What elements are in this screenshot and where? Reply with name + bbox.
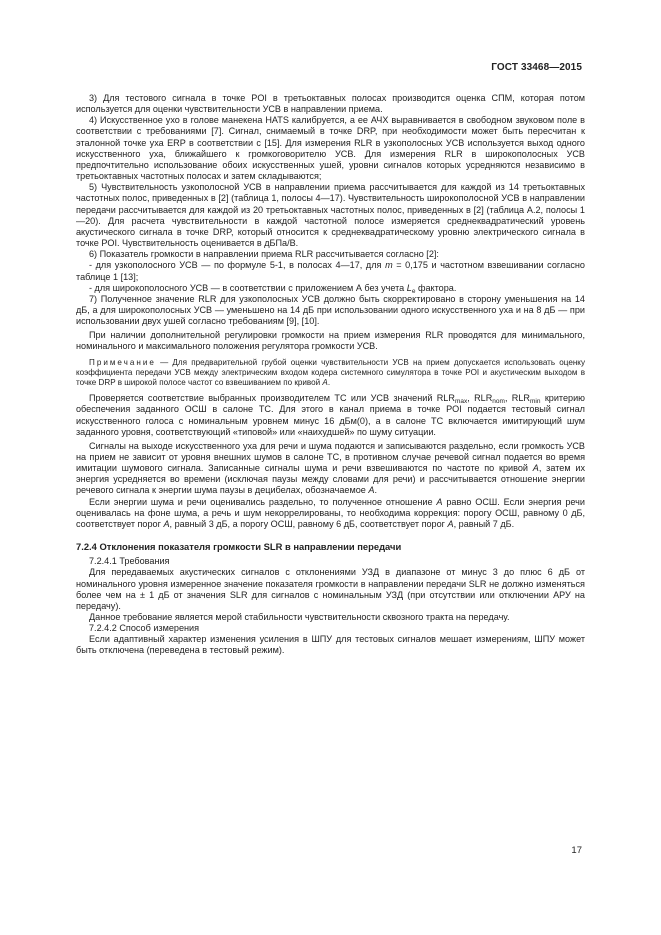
text-run: Сигналы на выходе искусственного уха для речи и шума подаются и записываются раздельно, если громкость УСВ на прием не зависит от уровня внешних шумов в салоне ТС, в противном случае речевой сигнал подается во время имитации шумового сигнала. Записанные сигналы шума и речи взвешиваются по частоте по кривой [76,440,585,474]
paragraph-rlr-check [76,393,585,438]
text-run: - для широкополосного УСВ — в соответствии с приложением А без учета [89,282,407,293]
text-run: равно ОСШ. Если энергия речи оценивалась на фоне шума, а речь и шум некоррелированы, то необходима коррекция: порогу ОСШ, равному 0 дБ, соответствует порог [76,496,585,529]
math-subscript: min [530,398,541,406]
note-block [76,358,585,389]
list-item-wideband [76,283,585,294]
text-run: , RLR [504,393,530,404]
section-heading-7-2-4: 7.2.4 Отклонения показателя громкости SLR в направлении передачи [76,541,402,553]
paragraph-volume-control: При наличии дополнительной регулировки громкости на прием измерения RLR проводятся для минимального, номинального и максимального положения регулятора громкости УСВ. [76,330,585,352]
text-run: Проверяется соответствие выбранных производителем ТС или УСВ значений RLR [89,393,455,404]
math-subscript: nom [492,398,505,406]
text-run: = 0,175 и частотном взвешивании согласно таблице 1 [13]; [76,260,585,282]
document-body [76,93,585,657]
paragraph-step-6: 6) Показатель громкости в направлении приема RLR рассчитывается согласно [2]: [89,249,439,260]
document-header-standard: ГОСТ 33468—2015 [491,62,582,73]
text-run: . [374,485,377,496]
text-run: . [327,378,331,387]
paragraph-step-4: 4) Искусственное ухо в голове манекена HATS калибруется, а ее АЧХ выравнивается в свободном звуковом поле в соответствии с требованиями [7]. Сигнал, снимаемый в точке DRP, при необходимости может быть пересчитан к эталонной точке уха ERP в соответствии с [15]. Для измерения RLR в узкополосных УСВ используется выход одного искусственного уха, ближайшего к громкоговорителю УСВ. Для измерения RLR в широкополосных УСВ предпочтительно использование обоих искусственных ушей, уровни сигналов которых усредняются независимо в третьоктавных частотных полосах и затем складываются; [76,115,585,182]
math-variable: m [385,260,393,271]
math-subscript: e [411,287,416,295]
subsection-heading-7-2-4-2: 7.2.4.2 Способ измерения [89,623,200,634]
math-variable: А [436,496,443,507]
text-run: , затем их энергия усредняется во времени (исключая паузы между словами для речи) и рассчитывается отношение энергии речевого сигнала к энергии шума паузы в децибелах, обозначаемое [76,463,585,496]
paragraph-signal-recording [76,441,585,497]
text-run: фактора. [415,282,457,293]
math-variable: А [532,463,539,474]
note-label: Примечание [89,357,156,367]
math-variable: L [406,282,412,293]
math-variable: А [368,485,375,496]
text-run: - для узкополосного УСВ — по формуле 5-1, в полосах 4—17, для [89,260,386,271]
paragraph-stability: Данное требование является мерой стабильности чувствительности сквозного тракта на передачу. [89,612,510,623]
text-run: Если энергии шума и речи оценивались раздельно, то полученное отношение [89,496,437,507]
paragraph-snr-correction [76,497,585,530]
note-text: — Для предварительной грубой оценки чувствительности УСВ на прием допускается использовать оценку коэффициента передачи УСВ между электрическим входом кодера системного симулятора в точке POI и акустическим выходом в точке DRP в широкой полосе частот со взвешиванием по кривой [76,357,585,387]
math-variable: А [163,518,170,529]
subsection-heading-7-2-4-1: 7.2.4.1 Требования [89,556,170,567]
text-run: критерию обеспечения заданного ОСШ в салоне ТС. Для этого в канал приема в точке POI подается тестовый сигнал искусственного голоса с номинальным уровнем минус 16 дБм(0), а в салоне ТС включается имитирующий шум заданного уровня, соответствующий «типовой» или «наихудшей» по шуму ситуации. [76,393,586,437]
text-run: , равный 7 дБ. [453,518,515,529]
paragraph-measurement-method: Если адаптивный характер изменения усиления в ШПУ для тестовых сигналов мешает измерениям, ШПУ может быть отключена (переведена в тестовый режим). [76,634,585,656]
text-run: , равный 3 дБ, а порогу ОСШ, равному 6 дБ, соответствует порог [169,518,448,529]
paragraph-step-3: 3) Для тестового сигнала в точке POI в третьоктавных полосах производится оценка СПМ, которая потом используется для оценки чувствительности УСВ в направлении приема. [76,93,585,115]
paragraph-step-5: 5) Чувствительность узкополосной УСВ в направлении приема рассчитывается для каждой из 14 третьоктавных частотных полос, приведенных в [2] (таблица 1, полосы 4—17). Чувствительность широкополосной УСВ в направлении передачи рассчитывается для каждой из 20 третьоктавных частотных полос, приведенных в [2] (таблица А.2, полосы 1—20). Для расчета чувствительности в каждой частотной полосе измеряется среднеквадратический уровень акустического сигнала в точке DRP, который относится к среднеквадратическому уровню электрического сигнала в точке POI. Чувствительность оценивается в дБПа/В. [76,182,585,249]
math-subscript: max [454,398,468,406]
list-item-narrowband [76,260,585,282]
paragraph-requirements: Для передаваемых акустических сигналов с отклонениями УЗД в диапазоне от минус 3 до плюс 6 дБ от номинального уровня измеренное значение показателя громкости в направлении передачи SLR не должно изменяться более чем на ± 1 дБ от значения SLR для сигналов с номинальным УЗД (при отсутствии или отключении АРУ на передачу). [76,567,585,611]
text-run: , RLR [467,393,493,404]
math-variable: А [322,378,328,387]
paragraph-step-7: 7) Полученное значение RLR для узкополосных УСВ должно быть скорректировано в сторону уменьшения на 14 дБ, а для широкополосных УСВ — уменьшено на 14 дБ при использовании одного искусственного уха и на 8 дБ — при использовании двух ушей согласно требованиям [9], [10]. [76,293,585,327]
math-variable: А [447,518,454,529]
page-number: 17 [571,845,582,856]
